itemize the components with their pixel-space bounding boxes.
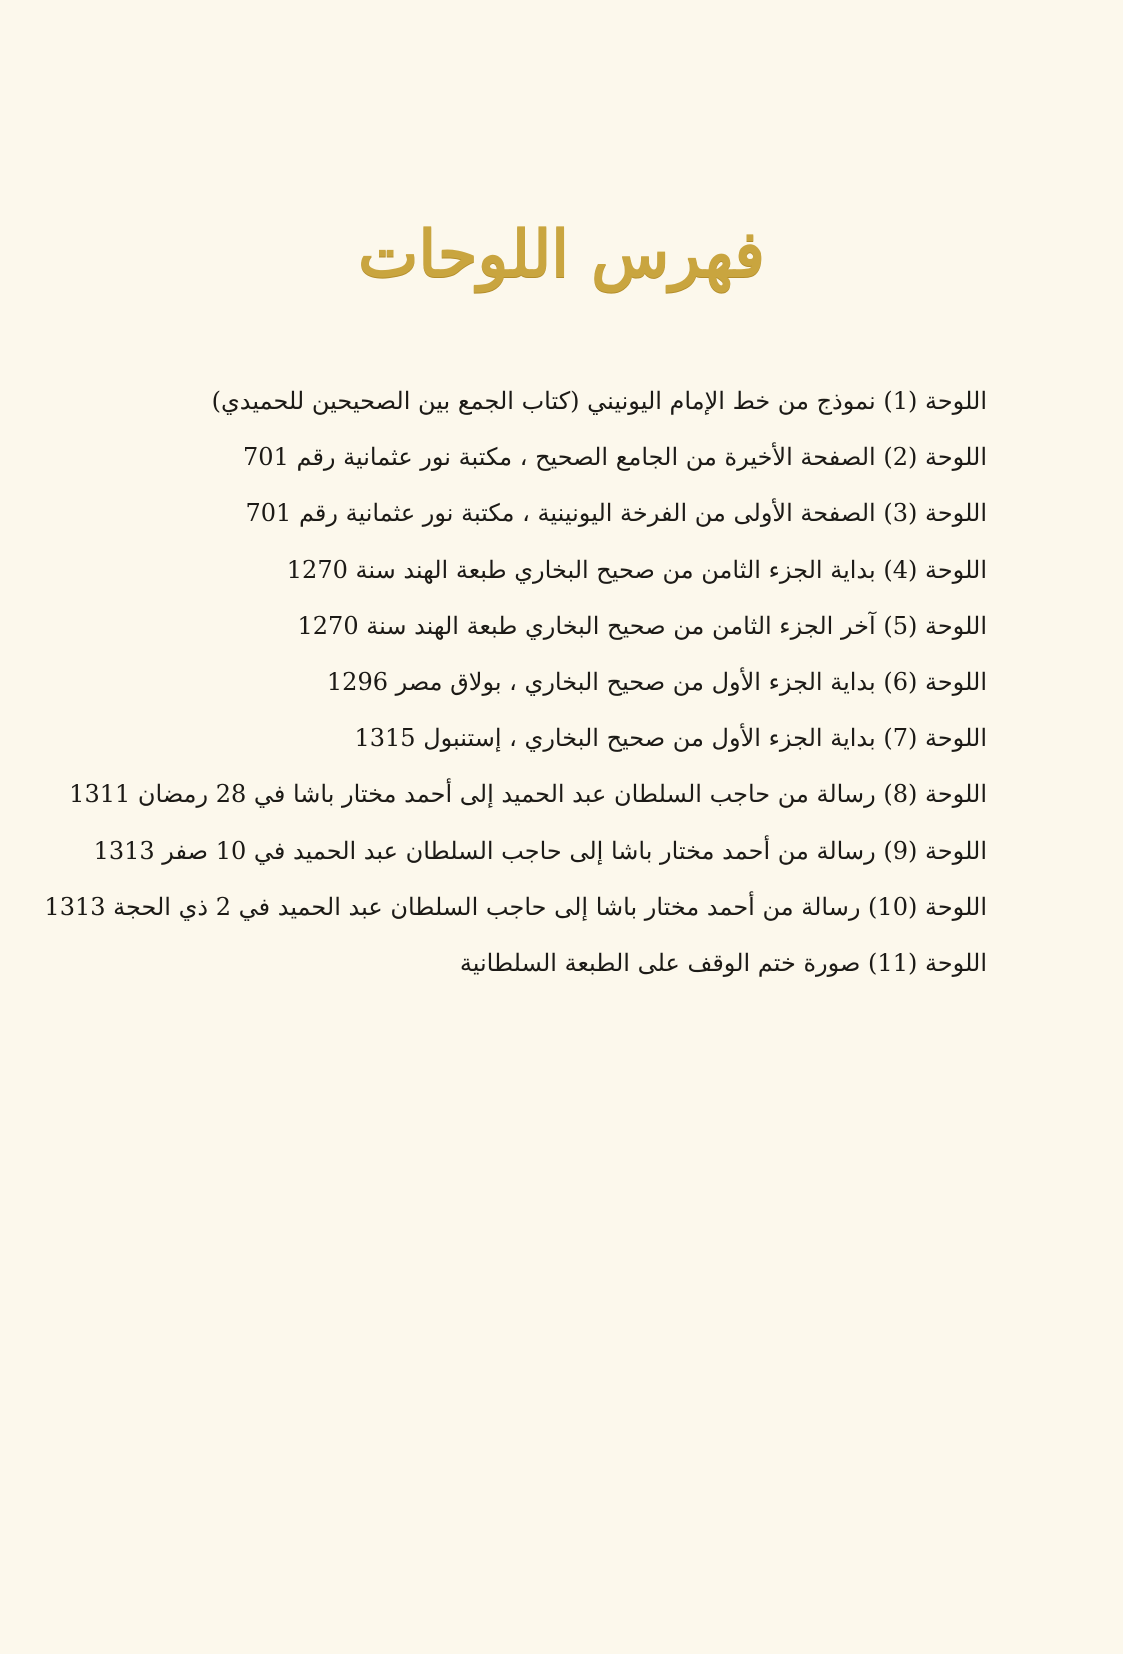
list-item: اللوحة (8) رسالة من حاجب السلطان عبد الحميد إلى أحمد مختار باشا في 28 رمضان 1311 bbox=[69, 780, 987, 809]
list-item: اللوحة (3) الصفحة الأولى من الفرخة اليونينية ، مكتبة نور عثمانية رقم 701 bbox=[245, 499, 987, 528]
list-item: اللوحة (10) رسالة من أحمد مختار باشا إلى حاجب السلطان عبد الحميد في 2 ذي الحجة 1313 bbox=[44, 892, 987, 921]
list-item: اللوحة (5) آخر الجزء الثامن من صحيح البخاري طبعة الهند سنة 1270 bbox=[297, 611, 987, 640]
list-item: اللوحة (1) نموذج من خط الإمام اليونيني (كتاب الجمع بين الصحيحين للحميدي) bbox=[211, 387, 987, 415]
list-item: اللوحة (6) بداية الجزء الأول من صحيح البخاري ، بولاق مصر 1296 bbox=[326, 667, 987, 696]
list-item: اللوحة (4) بداية الجزء الثامن من صحيح البخاري طبعة الهند سنة 1270 bbox=[286, 555, 987, 584]
plates-list bbox=[44, 378, 987, 996]
list-item: اللوحة (9) رسالة من أحمد مختار باشا إلى حاجب السلطان عبد الحميد في 10 صفر 1313 bbox=[93, 836, 987, 865]
list-item: اللوحة (7) بداية الجزء الأول من صحيح البخاري ، إستنبول 1315 bbox=[354, 724, 987, 753]
page-header bbox=[0, 190, 1123, 320]
list-item: اللوحة (2) الصفحة الأخيرة من الجامع الصحيح ، مكتبة نور عثمانية رقم 701 bbox=[243, 443, 987, 472]
page-title: فهرس اللوحات bbox=[358, 217, 765, 292]
list-item: اللوحة (11) صورة ختم الوقف على الطبعة السلطانية bbox=[459, 948, 987, 977]
